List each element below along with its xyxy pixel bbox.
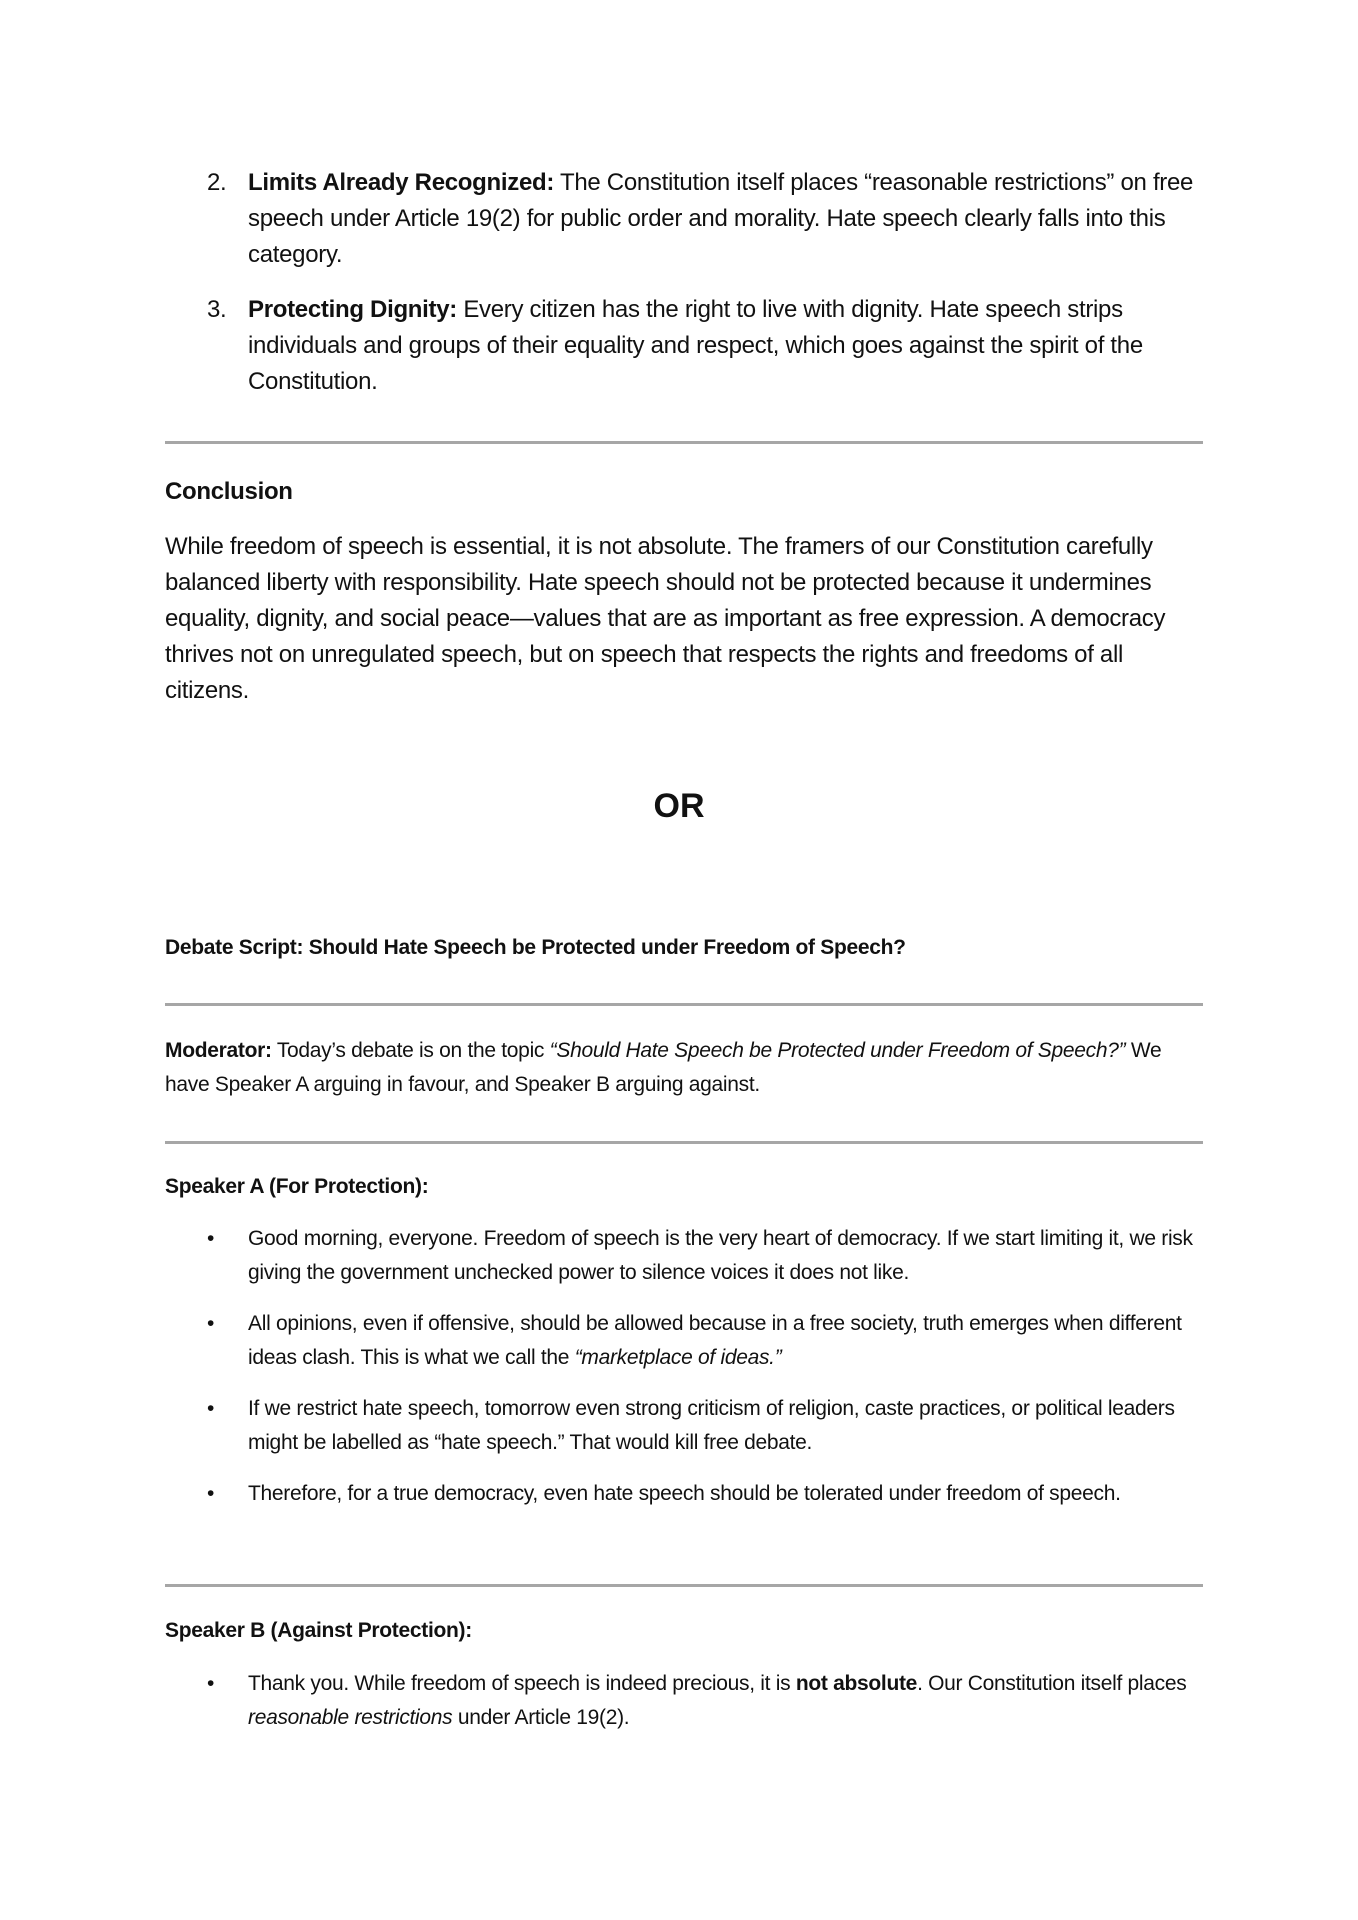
bullet-icon: • xyxy=(207,1397,215,1420)
speaker-a-bullet xyxy=(207,1222,1207,1290)
bullet-icon: • xyxy=(207,1482,215,1505)
bullet-icon: • xyxy=(207,1312,215,1335)
bullet-text: If we restrict hate speech, tomorrow even strong criticism of religion, caste practices, or political leaders might be labelled as “hate speech.” That would kill free debate. xyxy=(248,1397,1175,1454)
list-number: 2. xyxy=(207,169,227,196)
horizontal-rule xyxy=(165,1141,1203,1144)
point-title: Limits Already Recognized: xyxy=(248,169,555,196)
bullet-text: Therefore, for a true democracy, even hate speech should be tolerated under freedom of speech. xyxy=(248,1482,1121,1505)
speaker-a-bullet xyxy=(207,1477,1207,1511)
point-title: Protecting Dignity: xyxy=(248,296,457,323)
speaker-a-bullet xyxy=(207,1307,1207,1375)
list-number: 3. xyxy=(207,296,227,323)
debate-title: Debate Script: Should Hate Speech be Protected under Freedom of Speech? xyxy=(165,936,906,959)
bullet-icon: • xyxy=(207,1227,215,1250)
bullet-text: under Article 19(2). xyxy=(452,1706,630,1729)
debate-topic: “Should Hate Speech be Protected under Freedom of Speech?” xyxy=(549,1039,1126,1062)
numbered-point-2 xyxy=(207,165,1207,273)
or-separator: OR xyxy=(653,787,705,825)
numbered-point-3 xyxy=(207,292,1207,400)
bullet-text: Good morning, everyone. Freedom of speech is the very heart of democracy. If we start limiting it, we risk giving the government unchecked power to silence voices it does not like. xyxy=(248,1227,1193,1284)
bullet-text: . Our Constitution itself places xyxy=(917,1672,1187,1695)
moderator-paragraph xyxy=(165,1034,1205,1102)
conclusion-heading: Conclusion xyxy=(165,478,293,505)
point-text: Every citizen has the right to live with dignity. Hate speech strips individuals and groups of their equality and respect, which goes against the spirit of the Constitution. xyxy=(248,296,1143,395)
horizontal-rule xyxy=(165,441,1203,444)
moderator-text-after: We have Speaker A arguing in favour, and Speaker B arguing against. xyxy=(165,1039,1162,1096)
speaker-a-bullet xyxy=(207,1392,1207,1460)
moderator-label: Moderator: xyxy=(165,1039,272,1062)
moderator-text: Today’s debate is on the topic xyxy=(271,1039,550,1062)
bullet-italic: reasonable restrictions xyxy=(248,1706,453,1729)
speaker-a-heading: Speaker A (For Protection): xyxy=(165,1175,429,1198)
speaker-b-heading: Speaker B (Against Protection): xyxy=(165,1619,472,1642)
bullet-bold: not absolute xyxy=(795,1672,918,1695)
conclusion-text: While freedom of speech is essential, it is not absolute. The framers of our Constitution carefully balanced liberty with responsibility. Hate speech should not be protected because it undermines equality, dignity, and social peace—values that are as important as free expression. A democracy thrives not on unregulated speech, but on speech that respects the rights and freedoms of all citizens. xyxy=(165,533,1166,704)
bullet-text: All opinions, even if offensive, should be allowed because in a free society, truth emerges when different ideas clash. This is what we call the xyxy=(248,1312,1182,1369)
bullet-italic: “marketplace of ideas.” xyxy=(574,1346,782,1369)
point-text: The Constitution itself places “reasonable restrictions” on free speech under Article 19(2) for public order and morality. Hate speech clearly falls into this category. xyxy=(248,169,1194,268)
bullet-text: Thank you. While freedom of speech is indeed precious, it is xyxy=(248,1672,796,1695)
horizontal-rule xyxy=(165,1003,1203,1006)
bullet-icon: • xyxy=(207,1672,215,1695)
horizontal-rule xyxy=(165,1584,1203,1587)
speaker-b-bullet xyxy=(207,1667,1207,1735)
